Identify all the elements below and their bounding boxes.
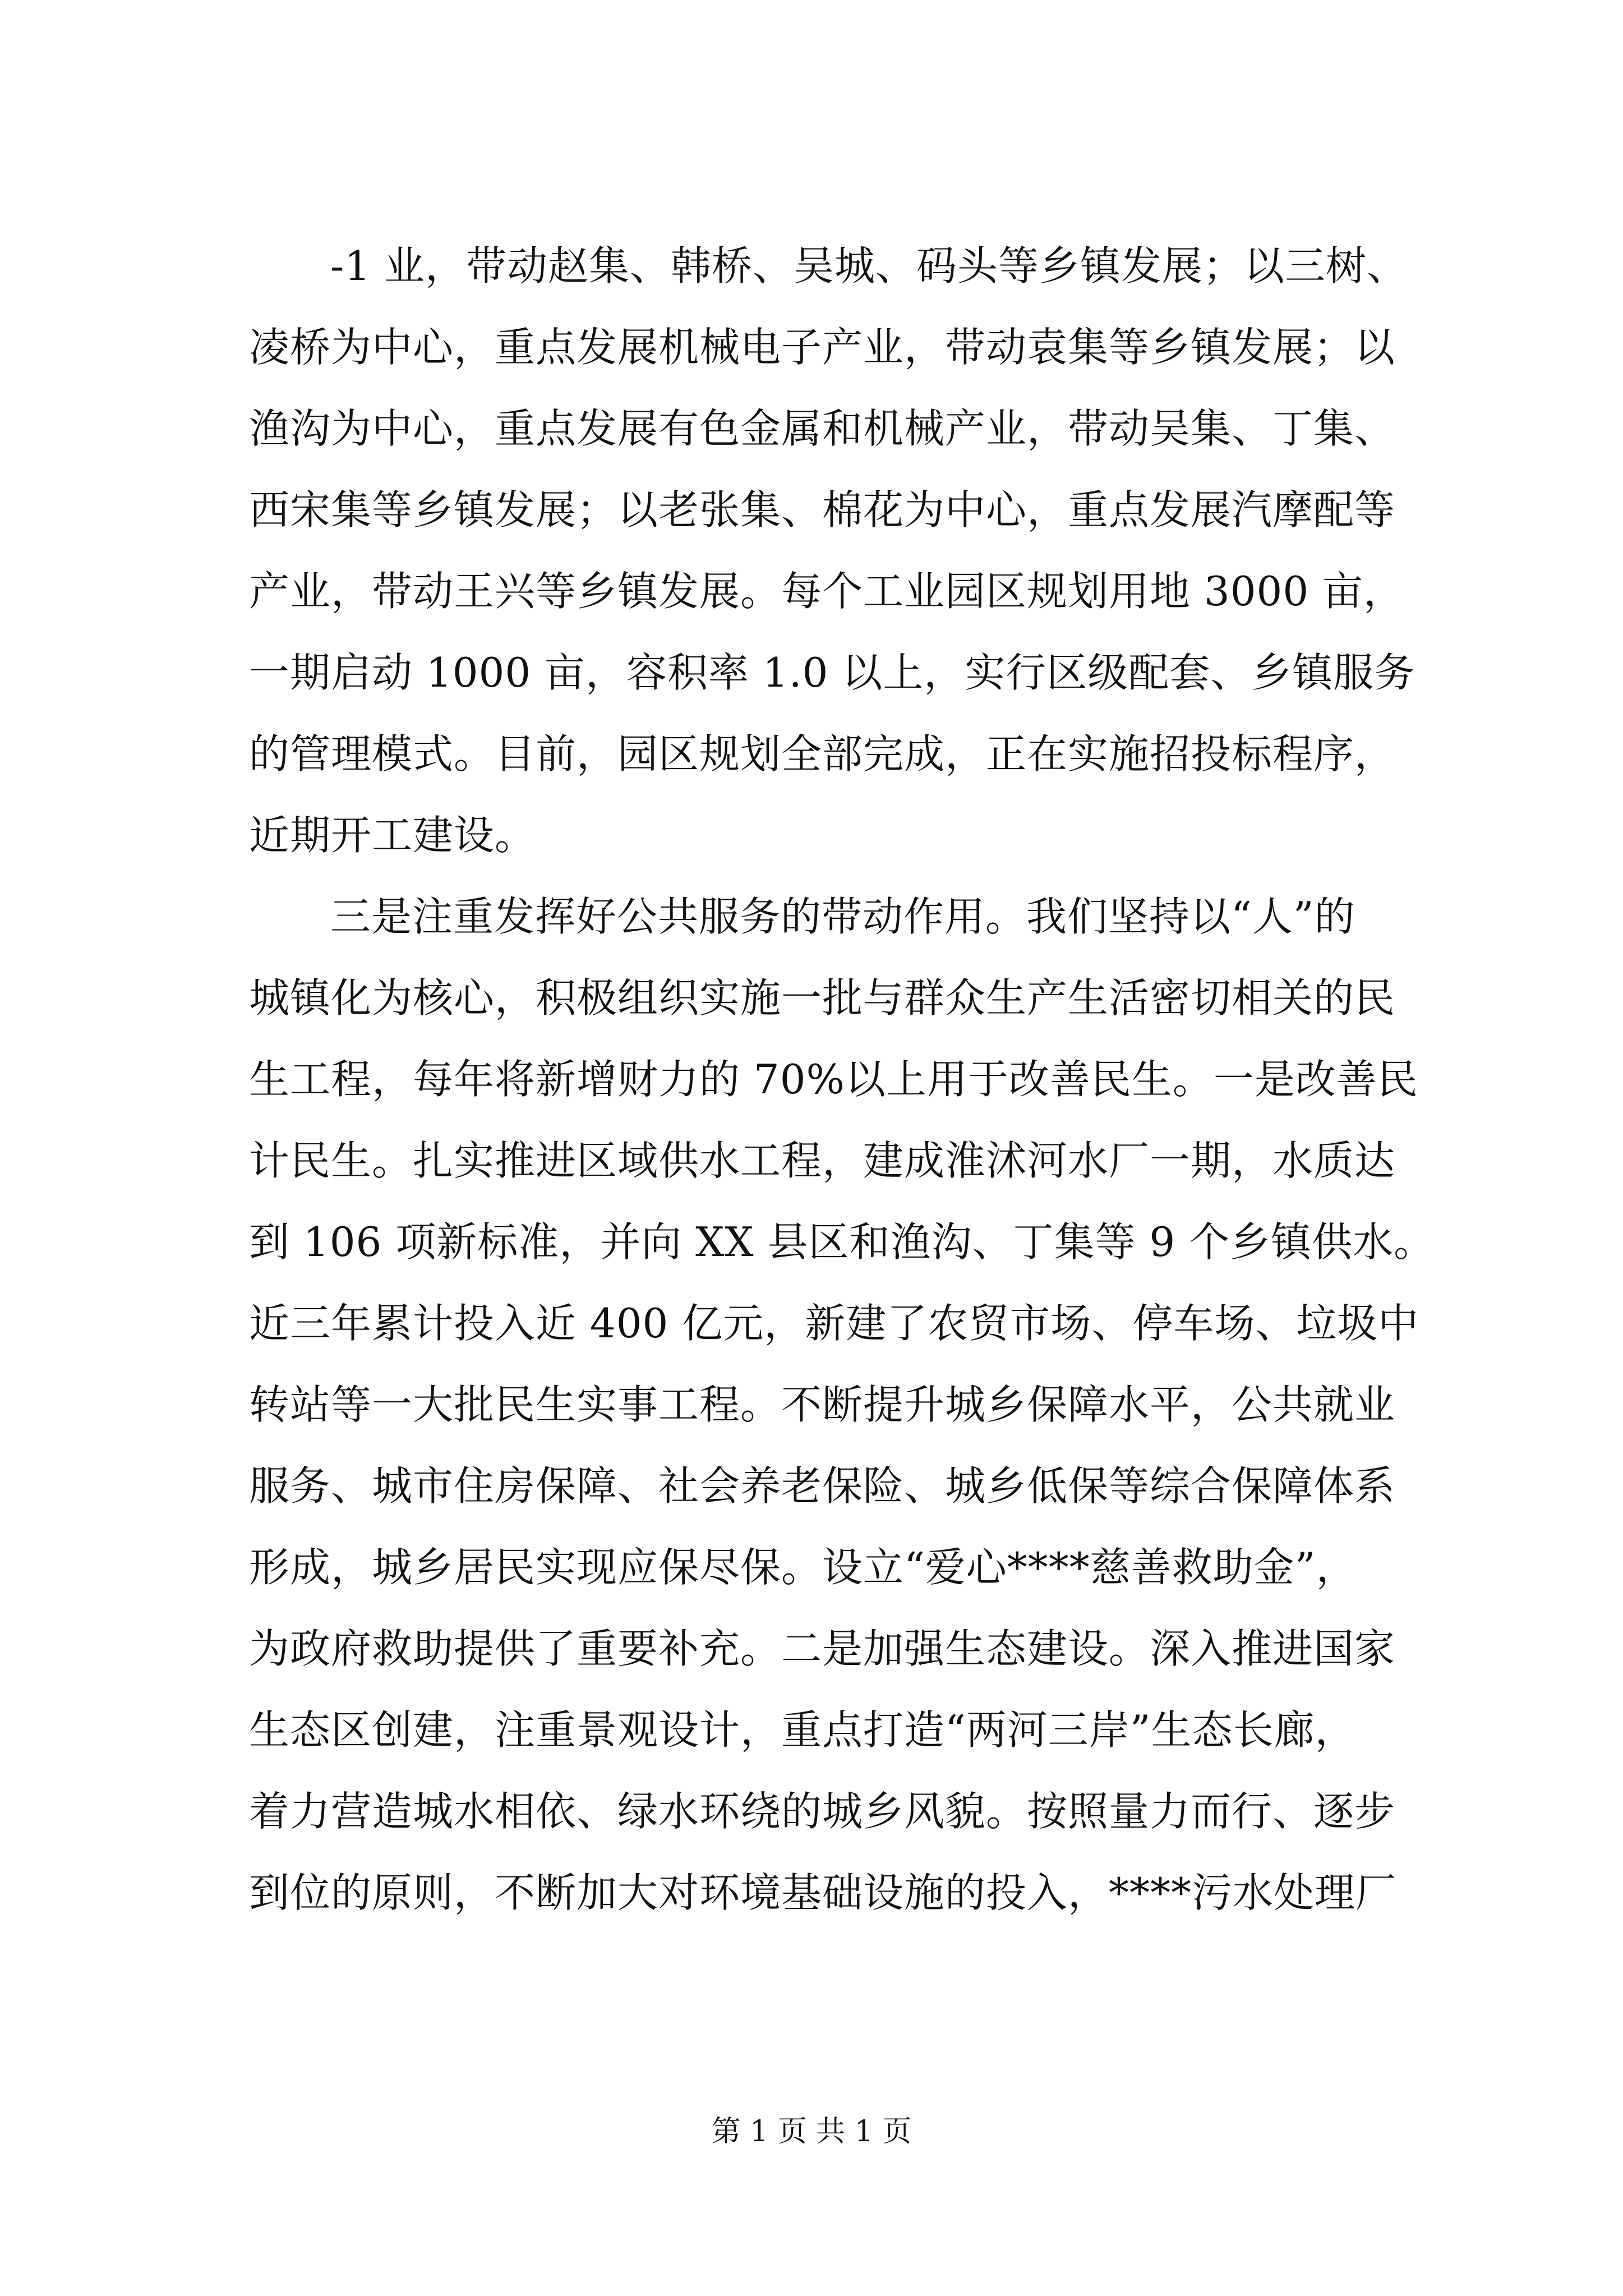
text-line: 西宋集等乡镇发展；以老张集、棉花为中心，重点发展汽摩配等 bbox=[249, 486, 1396, 533]
text-line: 生工程，每年将新增财力的 70%以上用于改善民生。一是改善民 bbox=[249, 1056, 1418, 1103]
text-line: 转站等一大批民生实事工程。不断提升城乡保障水平，公共就业 bbox=[249, 1381, 1396, 1428]
text-line: 一期启动 1000 亩，容积率 1.0 以上，实行区级配套、乡镇服务 bbox=[249, 649, 1415, 696]
text-line: 渔沟为中心，重点发展有色金属和机械产业，带动吴集、丁集、 bbox=[249, 405, 1396, 452]
text-line: 凌桥为中心，重点发展机械电子产业，带动袁集等乡镇发展；以 bbox=[249, 324, 1396, 371]
text-line: 的管理模式。目前，园区规划全部完成，正在实施招投标程序， bbox=[249, 730, 1396, 777]
text-line: 生态区创建，注重景观设计，重点打造“两河三岸”生态长廊， bbox=[249, 1706, 1356, 1754]
text-line: 产业，带动王兴等乡镇发展。每个工业园区规划用地 3000 亩， bbox=[249, 568, 1405, 615]
text-line: 城镇化为核心，积极组织实施一批与群众生产生活密切相关的民 bbox=[249, 974, 1396, 1022]
text-line: 三是注重发挥好公共服务的带动作用。我们坚持以“人”的 bbox=[330, 893, 1355, 940]
text-line: 近期开工建设。 bbox=[249, 812, 536, 859]
text-line: 到 106 项新标准，并向 XX 县区和渔沟、丁集等 9 个乡镇供水。 bbox=[249, 1218, 1435, 1266]
text-line: 计民生。扎实推进区域供水工程，建成淮沭河水厂一期，水质达 bbox=[249, 1137, 1396, 1184]
text-line: 服务、城市住房保障、社会养老保险、城乡低保等综合保障体系 bbox=[249, 1462, 1396, 1510]
page-number: 第 1 页 共 1 页 bbox=[711, 2115, 912, 2148]
body-text bbox=[249, 226, 1435, 1934]
page-footer bbox=[0, 2109, 1623, 2154]
text-line: -1 业，带动赵集、韩桥、吴城、码头等乡镇发展；以三树、 bbox=[330, 242, 1408, 289]
text-line: 着力营造城水相依、绿水环绕的城乡风貌。按照量力而行、逐步 bbox=[249, 1788, 1396, 1835]
text-line: 到位的原则，不断加大对环境基础设施的投入，****污水处理厂 bbox=[249, 1869, 1397, 1916]
text-line: 为政府救助提供了重要补充。二是加强生态建设。深入推进国家 bbox=[249, 1625, 1396, 1672]
text-line: 近三年累计投入近 400 亿元，新建了农贸市场、停车场、垃圾中 bbox=[249, 1300, 1419, 1347]
text-line: 形成，城乡居民实现应保尽保。设立“爱心****慈善救助金”， bbox=[249, 1544, 1357, 1591]
